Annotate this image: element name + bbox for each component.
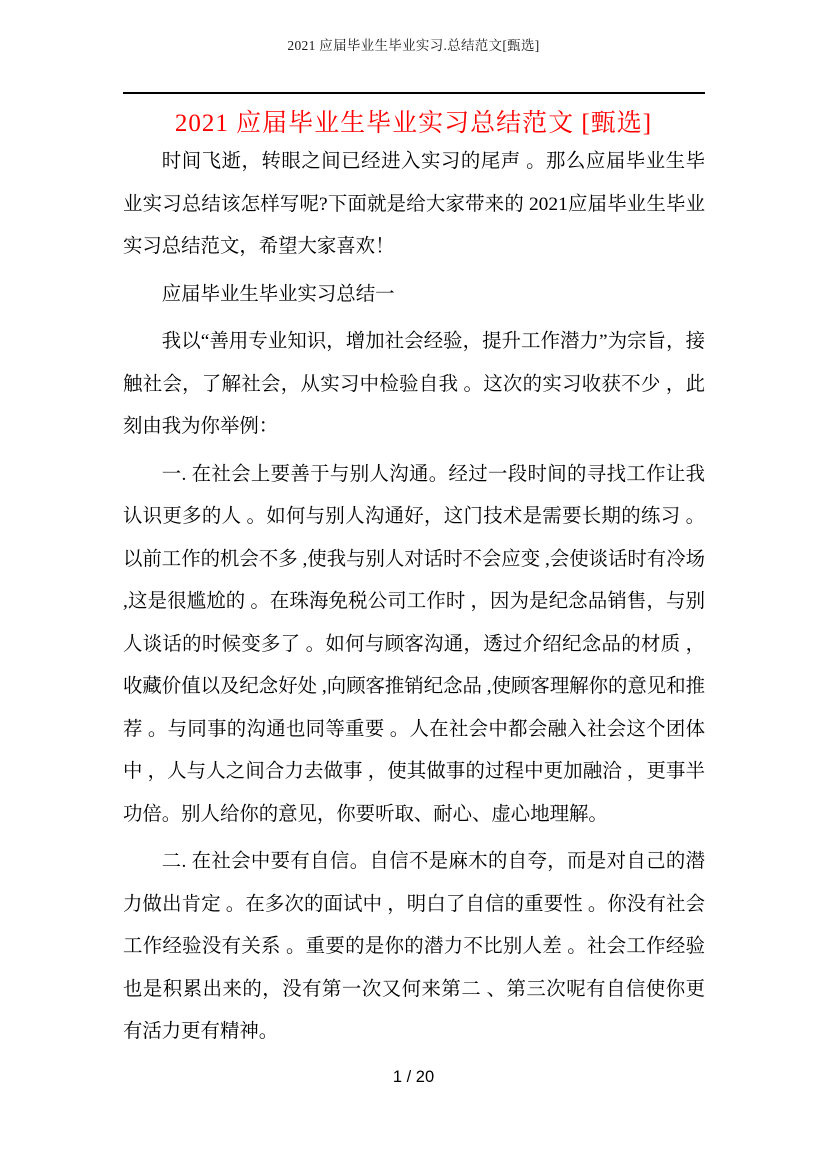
header-rule-divider bbox=[123, 92, 705, 94]
paragraph-purpose: 我以“善用专业知识，增加社会经验，提升工作潜力”为宗旨，接触社会，了解社会，从实习中检验自我 。这次的实习收获不少 ，此刻由我为你举例： bbox=[123, 331, 705, 437]
page-number: 1 / 20 bbox=[392, 1068, 435, 1086]
document-body bbox=[123, 141, 705, 1059]
paragraph-point-one: 一. 在社会上要善于与别人沟通。经过一段时间的寻找工作让我认识更多的人 。如何与别人沟通好，这门技术是需要长期的练习 。以前工作的机会不多 ,使我与别人对话时不会应变 ,会使谈话时有冷场 ,这是很尴尬的 。在珠海免税公司工作时 ，因为是纪念品销售，与别人谈话的时候变多了 。如何与顾客沟通，透过介绍纪念品的材质 ，收藏价值以及纪念好处 ,向顾客推销纪念品 ,使顾客理解你的意见和推荐 。与同事的沟通也同等重要 。人在社会中都会融入社会这个团体中 ，人与人之间合力去做事 ，使其做事的过程中更加融洽 ，更事半功倍。别人给你的意见，你要听取、耐心、虚心地理解。 bbox=[123, 463, 705, 825]
paragraph-intro: 时间飞逝，转眼之间已经进入实习的尾声 。那么应届毕业生毕业实习总结该怎样写呢?下面就是给大家带来的 2021应届毕业生毕业实习总结范文，希望大家喜欢！ bbox=[123, 151, 705, 257]
page-header-text: 2021 应届毕业生毕业实习.总结范文[甄选] bbox=[287, 38, 540, 53]
document-title: 2021 应届毕业生毕业实习总结范文 [甄选] bbox=[174, 110, 653, 137]
paragraph-section-heading: 应届毕业生毕业实习总结一 bbox=[161, 283, 395, 305]
paragraph-point-two: 二. 在社会中要有自信。自信不是麻木的自夸，而是对自己的潜力做出肯定 。在多次的面试中 ，明白了自信的重要性 。你没有社会工作经验没有关系 。重要的是你的潜力不比别人差 。社会工作经验也是积累出来的，没有第一次又何来第二 、第三次呢有自信使你更有活力更有精神。 bbox=[123, 851, 705, 1042]
